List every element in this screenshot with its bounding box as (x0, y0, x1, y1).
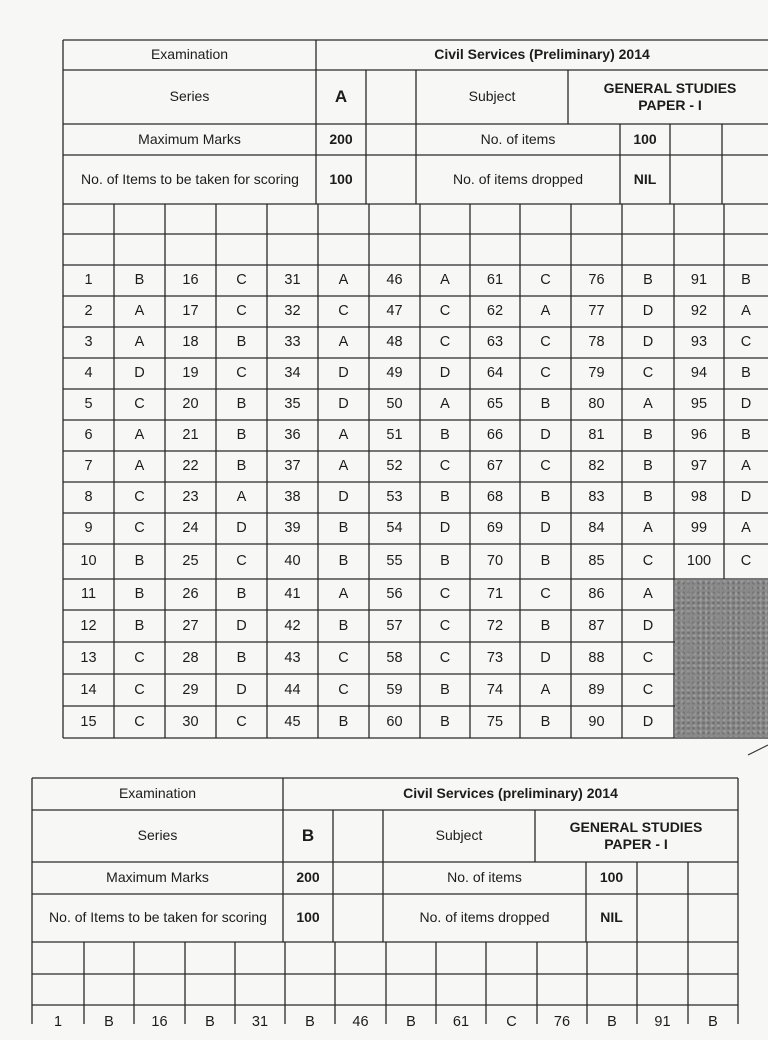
question-number-cell: 87 (588, 617, 605, 634)
answer-letter-cell: B (440, 489, 450, 506)
answer-letter-cell: B (440, 681, 450, 698)
answer-letter-cell: B (440, 553, 450, 570)
answer-letter-cell: B (134, 272, 145, 289)
question-number-cell: 78 (588, 334, 605, 351)
question-number-cell: 1 (84, 272, 93, 289)
answer-letter-cell: A (338, 427, 349, 444)
question-number-cell: 96 (690, 427, 708, 444)
question-number-cell: 20 (182, 396, 199, 413)
question-number-cell: 65 (486, 396, 504, 413)
answer-letter-cell: C (134, 681, 145, 698)
question-number-cell: 84 (588, 520, 605, 537)
answer-letter-cell: D (338, 489, 349, 506)
examination-label: Examination (150, 46, 229, 63)
answer-letter-cell: B (540, 553, 551, 570)
question-number-cell: 39 (284, 520, 301, 537)
question-number-cell: 88 (588, 649, 605, 666)
answer-letter-cell: B (236, 586, 247, 603)
question-number-cell: 50 (386, 396, 403, 413)
answer-letter-cell: D (236, 681, 247, 698)
answer-letter-cell: B (406, 1014, 416, 1031)
answer-letter-cell: B (104, 1014, 114, 1031)
question-number-cell: 26 (182, 586, 199, 603)
answer-letter-cell: B (134, 553, 145, 570)
answer-letter-cell: C (439, 649, 451, 666)
subject-value: GENERAL STUDIES PAPER - I (569, 818, 703, 852)
question-number-cell: 31 (284, 272, 301, 289)
question-number-cell: 56 (386, 586, 403, 603)
question-number-cell: 54 (386, 520, 403, 537)
subject-label: Subject (435, 827, 483, 844)
answer-letter-cell: A (338, 334, 349, 351)
question-number-cell: 76 (588, 272, 605, 289)
question-number-cell: 6 (84, 427, 93, 444)
answer-letter-cell: D (642, 334, 654, 351)
answer-letter-cell: B (741, 272, 751, 289)
answer-letter-cell: C (134, 520, 145, 537)
question-number-cell: 62 (486, 303, 504, 320)
question-number-cell: 12 (80, 617, 97, 634)
answer-letter-cell: D (439, 520, 451, 537)
question-number-cell: 95 (690, 396, 708, 413)
answer-letter-cell: B (643, 489, 653, 506)
answer-letter-cell: B (540, 617, 551, 634)
answer-letter-cell: A (540, 303, 551, 320)
answer-letter-cell: B (236, 458, 247, 475)
answer-letter-cell: A (440, 272, 450, 289)
question-number-cell: 61 (486, 272, 504, 289)
question-number-cell: 55 (386, 553, 403, 570)
scoring-value: 100 (296, 909, 320, 926)
max-marks-value: 200 (329, 130, 353, 147)
answer-letter-cell: D (540, 649, 551, 666)
question-number-cell: 52 (386, 458, 403, 475)
question-number-cell: 16 (151, 1014, 168, 1031)
question-number-cell: 73 (486, 649, 504, 666)
question-number-cell: 79 (588, 365, 605, 382)
answer-letter-cell: B (236, 427, 247, 444)
question-number-cell: 41 (284, 586, 301, 603)
answer-letter-cell: B (540, 396, 551, 413)
question-number-cell: 76 (553, 1014, 571, 1031)
answer-letter-cell: A (643, 396, 653, 413)
question-number-cell: 71 (486, 586, 504, 603)
answer-letter-cell: A (134, 303, 145, 320)
question-number-cell: 77 (588, 303, 605, 320)
answer-letter-cell: B (643, 458, 653, 475)
question-number-cell: 29 (182, 681, 199, 698)
question-number-cell: 19 (182, 365, 199, 382)
question-number-cell: 82 (588, 458, 605, 475)
question-number-cell: 32 (284, 303, 301, 320)
answer-letter-cell: B (205, 1014, 215, 1031)
answer-letter-cell: C (236, 272, 247, 289)
question-number-cell: 61 (452, 1014, 470, 1031)
question-number-cell: 33 (284, 334, 301, 351)
answer-letter-cell: B (236, 649, 247, 666)
question-number-cell: 63 (486, 334, 504, 351)
answer-letter-cell: B (134, 617, 145, 634)
examination-label: Examination (118, 785, 197, 802)
question-number-cell: 42 (284, 617, 301, 634)
question-number-cell: 16 (182, 272, 199, 289)
answer-letter-cell: D (642, 713, 654, 730)
question-number-cell: 46 (386, 272, 403, 289)
max-marks-value: 200 (296, 869, 320, 886)
answer-letter-cell: A (741, 303, 751, 320)
answer-letter-cell: C (134, 396, 145, 413)
question-number-cell: 45 (284, 713, 301, 730)
answer-letter-cell: D (134, 365, 145, 382)
question-number-cell: 60 (386, 713, 403, 730)
answer-letter-cell: C (338, 303, 349, 320)
scoring-label: No. of Items to be taken for scoring (49, 909, 267, 926)
question-number-cell: 93 (690, 334, 708, 351)
question-number-cell: 91 (690, 272, 708, 289)
question-number-cell: 47 (386, 303, 403, 320)
answer-letter-cell: D (439, 365, 451, 382)
question-number-cell: 92 (690, 303, 708, 320)
answer-letter-cell: C (338, 681, 349, 698)
question-number-cell: 9 (84, 520, 93, 537)
answer-letter-cell: C (506, 1014, 517, 1031)
answer-letter-cell: C (642, 553, 654, 570)
answer-letter-cell: D (740, 396, 752, 413)
answer-letter-cell: C (134, 649, 145, 666)
question-number-cell: 24 (182, 520, 199, 537)
answer-letter-cell: B (338, 553, 349, 570)
question-number-cell: 13 (80, 649, 97, 666)
question-number-cell: 38 (284, 489, 301, 506)
question-number-cell: 23 (182, 489, 199, 506)
question-number-cell: 68 (486, 489, 504, 506)
question-number-cell: 40 (284, 553, 301, 570)
question-number-cell: 8 (84, 489, 93, 506)
answer-letter-cell: C (540, 365, 551, 382)
question-number-cell: 30 (182, 713, 199, 730)
answer-letter-cell: C (540, 334, 551, 351)
question-number-cell: 75 (486, 713, 504, 730)
answer-letter-cell: D (642, 617, 654, 634)
question-number-cell: 10 (80, 553, 97, 570)
items-label: No. of items (480, 130, 556, 147)
question-number-cell: 25 (182, 553, 199, 570)
series-value: A (334, 87, 348, 107)
question-number-cell: 90 (588, 713, 605, 730)
answer-letter-cell: C (642, 649, 654, 666)
question-number-cell: 1 (53, 1014, 63, 1031)
answer-letter-cell: B (643, 272, 653, 289)
question-number-cell: 64 (486, 365, 504, 382)
question-number-cell: 81 (588, 427, 605, 444)
answer-letter-cell: A (338, 586, 349, 603)
question-number-cell: 35 (284, 396, 301, 413)
question-number-cell: 44 (284, 681, 301, 698)
unused-cells-shading (675, 580, 768, 737)
question-number-cell: 17 (182, 303, 199, 320)
question-number-cell: 22 (182, 458, 199, 475)
answer-letter-cell: C (439, 458, 451, 475)
question-number-cell: 59 (386, 681, 403, 698)
question-number-cell: 83 (588, 489, 605, 506)
dropped-value: NIL (600, 909, 623, 926)
answer-letter-cell: C (740, 334, 752, 351)
question-number-cell: 99 (690, 520, 708, 537)
answer-letter-cell: C (134, 713, 145, 730)
question-number-cell: 66 (486, 427, 504, 444)
answer-letter-cell: D (740, 489, 752, 506)
scoring-label: No. of Items to be taken for scoring (81, 170, 299, 187)
question-number-cell: 98 (690, 489, 708, 506)
answer-letter-cell: A (643, 586, 653, 603)
question-number-cell: 58 (386, 649, 403, 666)
answer-letter-cell: C (439, 334, 451, 351)
answer-letter-cell: C (134, 489, 145, 506)
question-number-cell: 3 (84, 334, 93, 351)
question-number-cell: 31 (251, 1014, 269, 1031)
question-number-cell: 86 (588, 586, 605, 603)
question-number-cell: 36 (284, 427, 301, 444)
question-number-cell: 48 (386, 334, 403, 351)
question-number-cell: 53 (386, 489, 403, 506)
question-number-cell: 51 (386, 427, 403, 444)
answer-letter-cell: D (540, 520, 551, 537)
items-label: No. of items (447, 869, 522, 886)
question-number-cell: 14 (80, 681, 97, 698)
answer-letter-cell: C (338, 649, 349, 666)
items-value: 100 (633, 130, 657, 147)
question-number-cell: 4 (84, 365, 93, 382)
answer-letter-cell: C (642, 681, 654, 698)
question-number-cell: 100 (686, 553, 712, 570)
question-number-cell: 43 (284, 649, 301, 666)
question-number-cell: 15 (80, 713, 97, 730)
question-number-cell: 94 (690, 365, 708, 382)
answer-letter-cell: A (643, 520, 653, 537)
answer-letter-cell: B (338, 520, 349, 537)
answer-letter-cell: B (440, 427, 450, 444)
question-number-cell: 7 (84, 458, 93, 475)
answer-letter-cell: B (741, 427, 751, 444)
items-value: 100 (599, 869, 624, 886)
answer-letter-cell: B (741, 365, 751, 382)
answer-letter-cell: C (439, 617, 451, 634)
question-number-cell: 80 (588, 396, 605, 413)
answer-letter-cell: C (642, 365, 654, 382)
examination-value: Civil Services (Preliminary) 2014 (434, 46, 650, 63)
answer-letter-cell: C (540, 272, 551, 289)
answer-letter-cell: C (236, 553, 247, 570)
question-number-cell: 34 (284, 365, 301, 382)
answer-letter-cell: B (236, 334, 247, 351)
question-number-cell: 70 (486, 553, 504, 570)
answer-letter-cell: B (540, 489, 551, 506)
question-number-cell: 85 (588, 553, 605, 570)
answer-letter-cell: A (134, 334, 145, 351)
answer-letter-cell: A (134, 458, 145, 475)
answer-letter-cell: A (236, 489, 247, 506)
answer-letter-cell: C (236, 365, 247, 382)
question-number-cell: 46 (352, 1014, 369, 1031)
series-value: B (301, 826, 315, 846)
series-label: Series (169, 88, 210, 105)
question-number-cell: 49 (386, 365, 403, 382)
answer-letter-cell: D (540, 427, 551, 444)
answer-letter-cell: B (338, 617, 349, 634)
subject-label: Subject (468, 88, 516, 105)
answer-letter-cell: B (643, 427, 653, 444)
question-number-cell: 27 (182, 617, 199, 634)
dropped-value: NIL (633, 170, 657, 187)
max-marks-label: Maximum Marks (138, 130, 241, 147)
question-number-cell: 57 (386, 617, 403, 634)
answer-letter-cell: A (338, 272, 349, 289)
question-number-cell: 72 (486, 617, 504, 634)
answer-letter-cell: B (236, 396, 247, 413)
question-number-cell: 18 (182, 334, 199, 351)
answer-letter-cell: B (607, 1014, 617, 1031)
answer-letter-cell: D (338, 396, 349, 413)
question-number-cell: 21 (182, 427, 199, 444)
answer-letter-cell: C (439, 303, 451, 320)
answer-letter-cell: A (540, 681, 551, 698)
question-number-cell: 67 (486, 458, 504, 475)
question-number-cell: 74 (486, 681, 504, 698)
answer-letter-cell: D (338, 365, 349, 382)
question-number-cell: 97 (690, 458, 708, 475)
answer-letter-cell: A (134, 427, 145, 444)
answer-letter-cell: A (338, 458, 349, 475)
answer-letter-cell: C (439, 586, 451, 603)
question-number-cell: 91 (654, 1014, 671, 1031)
answer-letter-cell: B (134, 586, 145, 603)
answer-letter-cell: B (540, 713, 551, 730)
answer-letter-cell: A (440, 396, 450, 413)
question-number-cell: 11 (80, 586, 97, 603)
question-number-cell: 2 (84, 303, 93, 320)
answer-letter-cell: C (740, 553, 752, 570)
question-number-cell: 89 (588, 681, 605, 698)
answer-letter-cell: A (741, 520, 751, 537)
answer-letter-cell: D (236, 617, 247, 634)
answer-letter-cell: C (236, 303, 247, 320)
scoring-value: 100 (329, 170, 353, 187)
answer-letter-cell: A (741, 458, 751, 475)
answer-letter-cell: C (236, 713, 247, 730)
answer-letter-cell: B (440, 713, 450, 730)
answer-letter-cell: C (540, 458, 551, 475)
series-label: Series (137, 827, 178, 844)
answer-letter-cell: B (305, 1014, 315, 1031)
question-number-cell: 69 (486, 520, 504, 537)
max-marks-label: Maximum Marks (106, 869, 209, 886)
answer-letter-cell: B (338, 713, 349, 730)
answer-letter-cell: B (708, 1014, 718, 1031)
question-number-cell: 5 (84, 396, 93, 413)
question-number-cell: 28 (182, 649, 199, 666)
answer-letter-cell: D (642, 303, 654, 320)
answer-letter-cell: D (236, 520, 247, 537)
dropped-label: No. of items dropped (453, 170, 583, 187)
examination-value: Civil Services (preliminary) 2014 (403, 785, 618, 802)
dropped-label: No. of items dropped (419, 909, 550, 926)
subject-value: GENERAL STUDIES PAPER - I (603, 79, 737, 113)
answer-letter-cell: C (540, 586, 551, 603)
question-number-cell: 37 (284, 458, 301, 475)
